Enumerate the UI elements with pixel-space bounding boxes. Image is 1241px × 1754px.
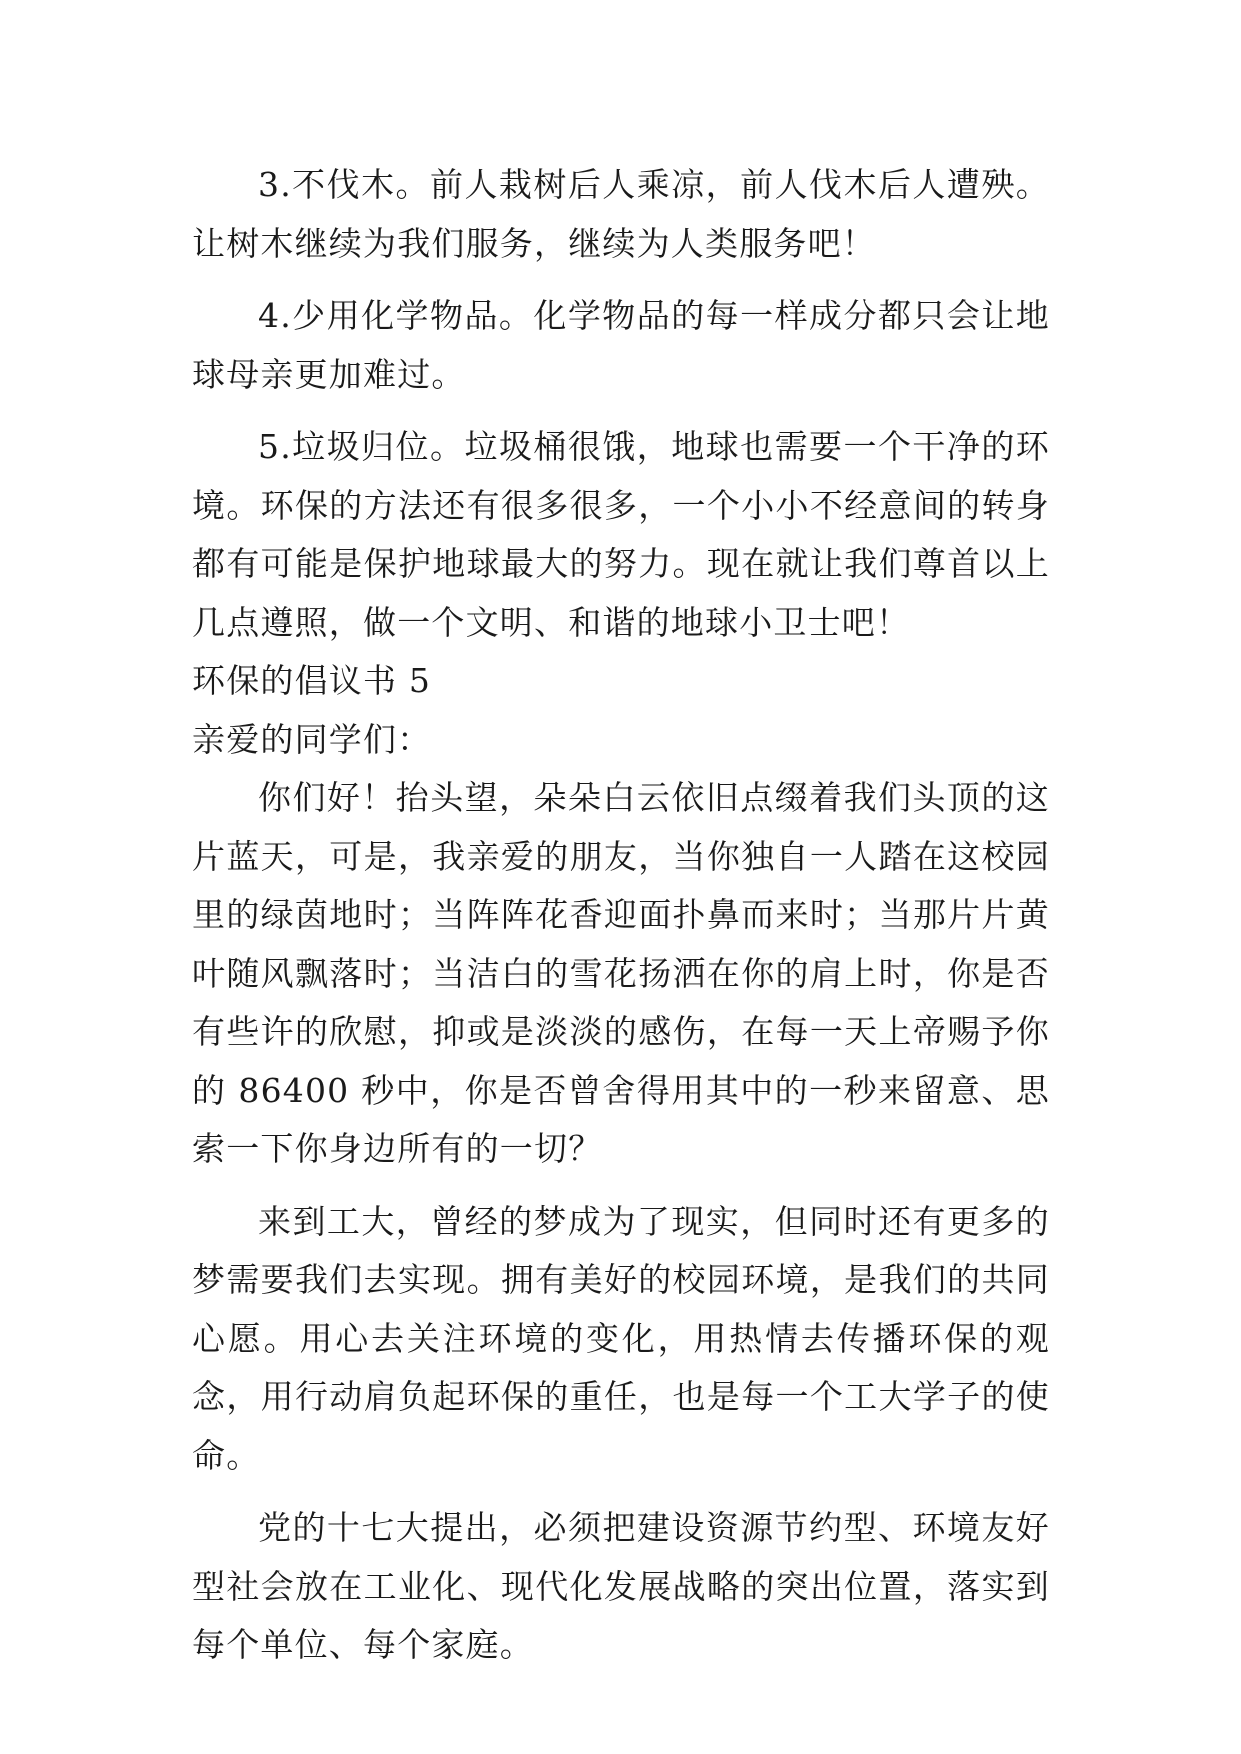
paragraph-item-4: 4.少用化学物品。化学物品的每一样成分都只会让地球母亲更加难过。 [192,296,1050,394]
paragraph-item-3: 3.不伐木。前人栽树后人乘凉，前人伐木后人遭殃。让树木继续为我们服务，继续为人类服务吧！ [192,165,1050,263]
paragraph-item-5: 5.垃圾归位。垃圾桶很饿，地球也需要一个干净的环境。环保的方法还有很多很多，一个小小不经意间的转身都有可能是保护地球最大的努力。现在就让我们尊首以上几点遵照，做一个文明、和谐的地球小卫士吧！ [192,427,1050,642]
paragraph-greeting: 你们好！抬头望，朵朵白云依旧点缀着我们头顶的这片蓝天，可是，我亲爱的朋友，当你独自一人踏在这校园里的绿茵地时；当阵阵花香迎面扑鼻而来时；当那片片黄叶随风飘落时；当洁白的雪花扬洒在你的肩上时，你是否有些许的欣慰，抑或是淡淡的感伤，在每一天上帝赐予你的 86400 秒中，你是否曾舍得用其中的一秒来留意、思索一下你身边所有的一切？ [192,778,1050,1168]
salutation: 亲爱的同学们： [192,719,432,759]
paragraph-gongda: 来到工大，曾经的梦成为了现实，但同时还有更多的梦需要我们去实现。拥有美好的校园环境，是我们的共同心愿。用心去关注环境的变化，用热情去传播环保的观念，用行动肩负起环保的重任，也是每一个工大学子的使命。 [192,1201,1050,1475]
section-heading: 环保的倡议书 5 [192,661,432,700]
paragraph-party-congress: 党的十七大提出，必须把建设资源节约型、环境友好型社会放在工业化、现代化发展战略的突出位置，落实到每个单位、每个家庭。 [192,1508,1050,1664]
document-body [192,156,1050,1675]
